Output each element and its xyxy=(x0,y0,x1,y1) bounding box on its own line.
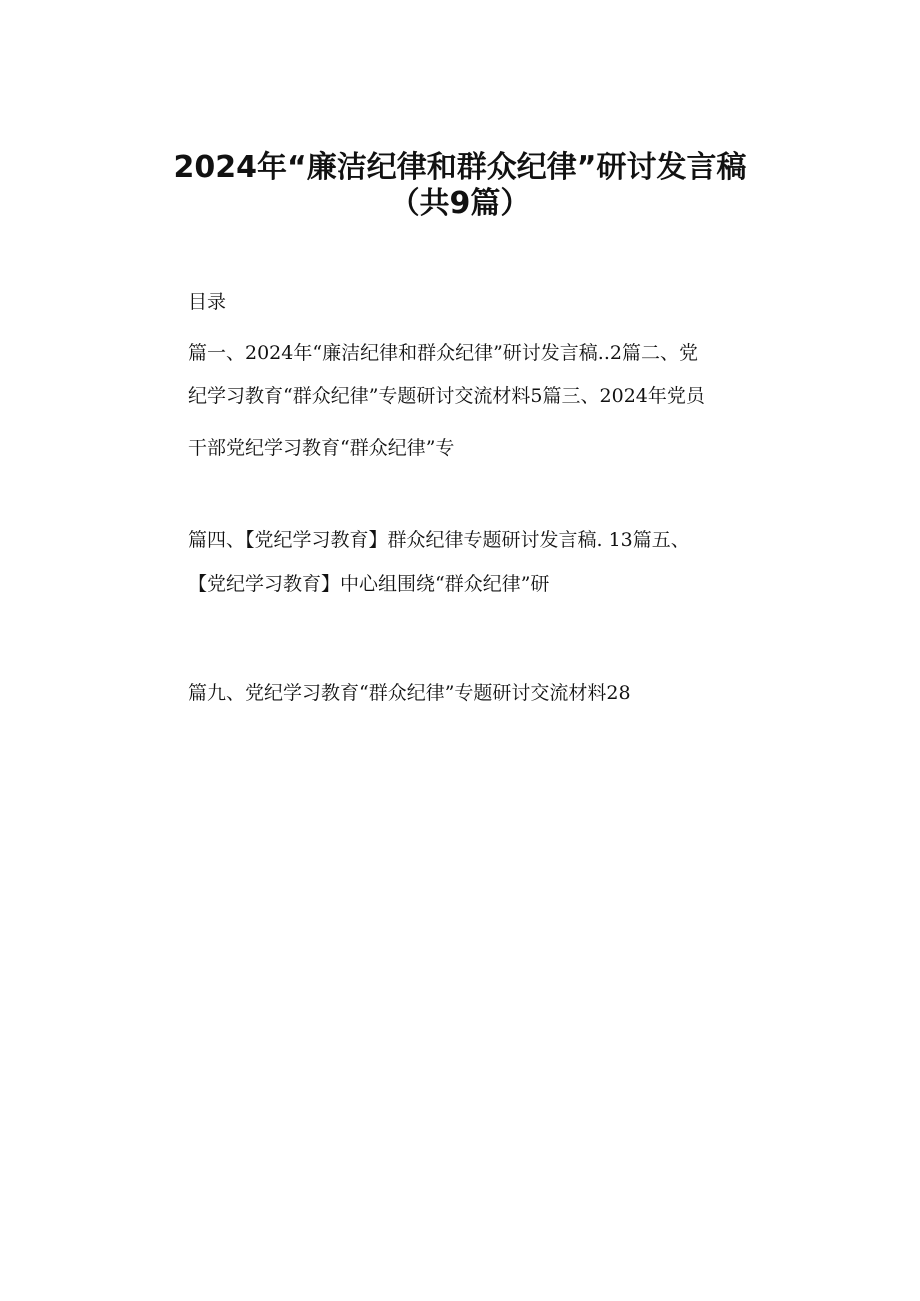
toc-line: 干部党纪学习教育“群众纪律”专 xyxy=(188,437,455,459)
toc-line: 篇一、2024年“廉洁纪律和群众纪律”研讨发言稿..2篇二、党 xyxy=(188,342,698,364)
toc-line: 篇四、【党纪学习教育】群众纪律专题研讨发言稿. 13篇五、 xyxy=(188,529,690,551)
toc-heading: 目录 xyxy=(188,291,227,313)
document-title: 2024年“廉洁纪律和群众纪律”研讨发言稿 xyxy=(173,150,747,185)
toc-line: 【党纪学习教育】中心组围绕“群众纪律”研 xyxy=(188,573,550,595)
toc-line: 纪学习教育“群众纪律”专题研讨交流材料5篇三、2024年党员 xyxy=(188,385,705,407)
toc-line: 篇九、党纪学习教育“群众纪律”专题研讨交流材料28 xyxy=(188,682,631,704)
document-subtitle: （共9篇） xyxy=(389,186,531,221)
